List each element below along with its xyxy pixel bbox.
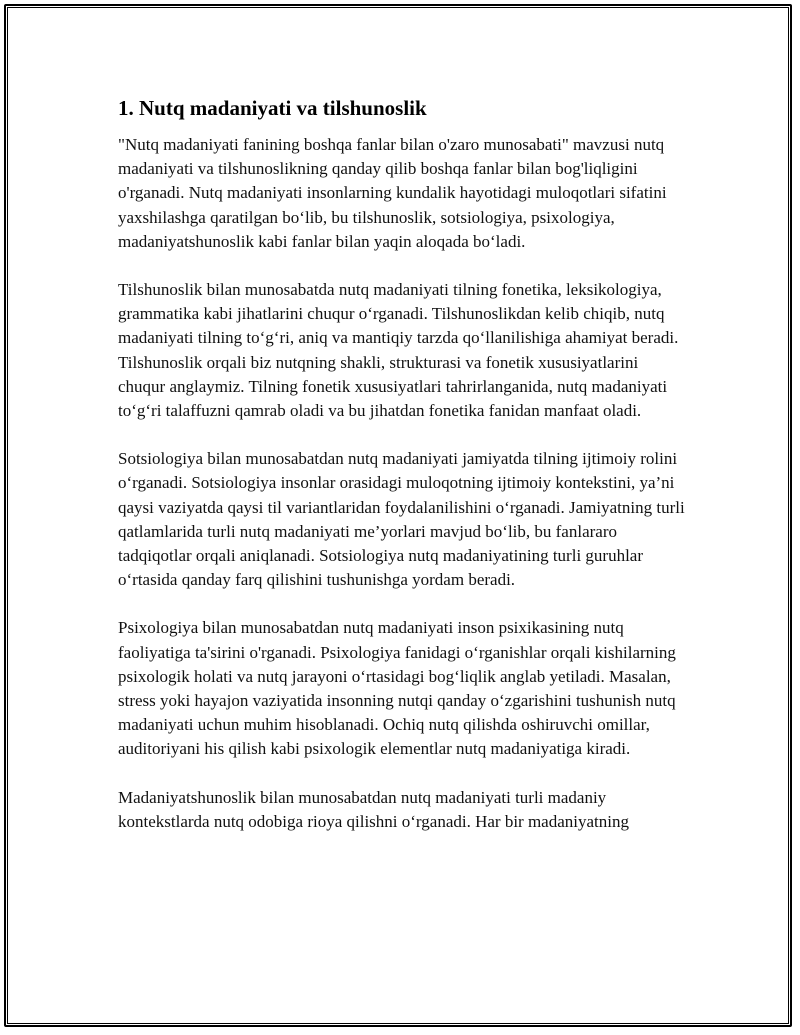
section-heading: 1. Nutq madaniyati va tilshunoslik — [118, 96, 427, 120]
paragraph-sociology: Sotsiologiya bilan munosabatdan nutq madaniyati jamiyatda tilning ijtimoiy rolini oʻrganadi. Sotsiologiya insonlar orasidagi muloqotning ijtimoiy kontekstini, ya’ni qaysi vaziyatda qaysi til variantlaridan foydalanilishini oʻrganadi. Jamiyatning turli qatlamlarida turli nutq madaniyati me’yorlari mavjud boʻlib, bu fanlararo tadqiqotlar orqali aniqlanadi. Sotsiologiya nutq madaniyatining turli guruhlar oʻrtasida qanday farq qilishini tushunishga yordam beradi. — [118, 449, 685, 590]
paragraph-linguistics: Tilshunoslik bilan munosabatda nutq madaniyati tilning fonetika, leksikologiya, grammatika kabi jihatlarini chuqur oʻrganadi. Tilshunoslikdan kelib chiqib, nutq madaniyati tilning toʻgʻri, aniq va mantiqiy tarzda qoʻllanilishiga ahamiyat beradi. Tilshunoslik orqali biz nutqning shakli, strukturasi va fonetik xususiyatlarini chuqur anglaymiz. Tilning fonetik xususiyatlari tahrirlanganida, nutq madaniyati toʻgʻri talaffuzni qamrab oladi va bu jihatdan fonetika fanidan manfaat oladi. — [118, 280, 679, 421]
document-body — [118, 96, 688, 858]
paragraph-psychology: Psixologiya bilan munosabatdan nutq madaniyati inson psixikasining nutq faoliyatiga ta'sirini o'rganadi. Psixologiya fanidagi oʻrganishlar orqali kishilarning psixologik holati va nutq jarayoni oʻrtasidagi bogʻliqlik anglab yetiladi. Masalan, stress yoki hayajon vaziyatida insonning nutqi qanday oʻzgarishini tushunish nutq madaniyati uchun muhim hisoblanadi. Ochiq nutq qilishda oshiruvchi omillar, auditoriyani his qilish kabi psixologik elementlar nutq madaniyatiga kiradi. — [118, 618, 676, 759]
paragraph-intro: "Nutq madaniyati fanining boshqa fanlar bilan o'zaro munosabati" mavzusi nutq madaniyati va tilshunoslikning qanday qilib boshqa fanlar bilan bog'liqligini o'rganadi. Nutq madaniyati insonlarning kundalik hayotidagi muloqotlari sifatini yaxshilashga qaratilgan boʻlib, bu tilshunoslik, sotsiologiya, psixologiya, madaniyatshunoslik kabi fanlar bilan yaqin aloqada boʻladi. — [118, 135, 667, 251]
paragraph-culture: Madaniyatshunoslik bilan munosabatdan nutq madaniyati turli madaniy kontekstlarda nutq odobiga rioya qilishni oʻrganadi. Har bir madaniyatning — [118, 787, 629, 831]
